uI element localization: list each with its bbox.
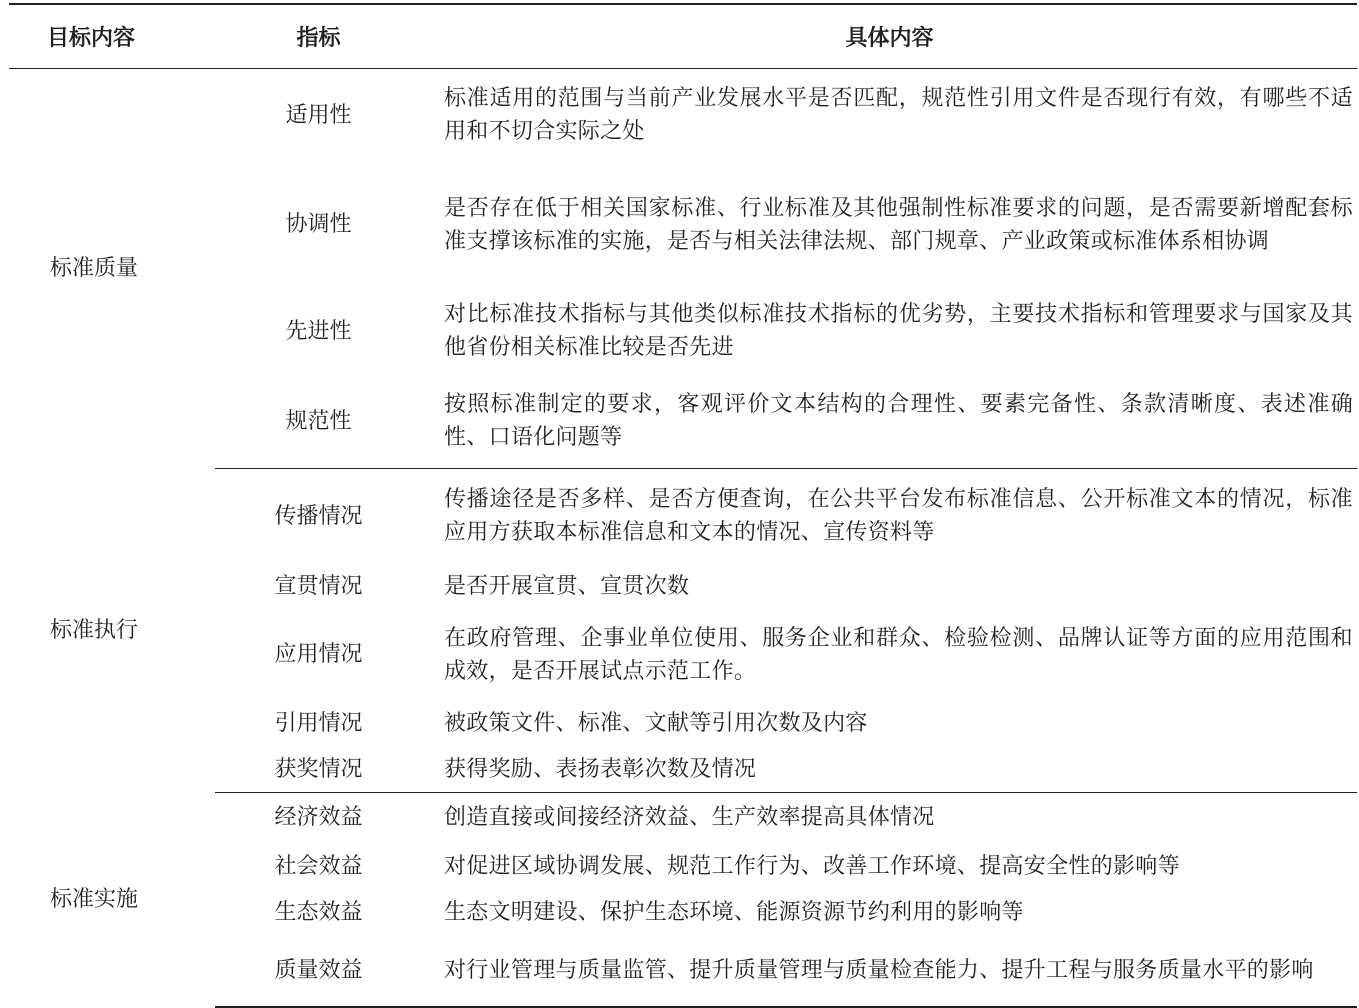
table-header [9, 4, 1357, 69]
indicator-cell: 生态效益 [274, 900, 363, 925]
content-cell: 是否存在低于相关国家标准、行业标准及其他强制性标准要求的问题，是否需要新增配套标准支撑该标准的实施，是否与相关法律法规、部门规章、产业政策或标准体系相协调 [444, 195, 1353, 254]
content-cell: 在政府管理、企事业单位使用、服务企业和群众、检验检测、品牌认证等方面的应用范围和成效，是否开展试点示范工作。 [444, 625, 1353, 684]
indicator-cell: 先进性 [285, 318, 352, 344]
content-cell: 创造直接或间接经济效益、生产效率提高具体情况 [444, 805, 935, 831]
indicator-cell: 获奖情况 [215, 747, 422, 793]
content-cell: 获得奖励、表扬表彰次数及情况 [422, 747, 1357, 793]
evaluation-table [9, 3, 1357, 1008]
indicator-cell: 社会效益 [274, 853, 363, 879]
content-cell: 对促进区域协调发展、规范工作行为、改善工作环境、提高安全性的影响等 [444, 853, 1180, 879]
content-cell: 按照标准制定的要求，客观评价文本结构的合理性、要素完备性、条款清晰度、表述准确性、口语化问题等 [422, 375, 1357, 469]
header-row [9, 4, 1357, 69]
content-cell: 传播途径是否多样、是否方便查询，在公共平台发布标准信息、公开标准文本的情况，标准应用方获取本标准信息和文本的情况、宣传资料等 [444, 487, 1353, 546]
table-row [9, 69, 1357, 162]
indicator-cell: 经济效益 [274, 805, 363, 831]
content-cell: 生态文明建设、保护生态环境、能源资源节约利用的影响等 [444, 900, 1024, 925]
indicator-cell: 引用情况 [274, 711, 363, 736]
content-cell: 对行业管理与质量监管、提升质量管理与质量检查能力、提升工程与服务质量水平的影响 [422, 936, 1357, 1007]
indicator-cell: 传播情况 [274, 503, 363, 529]
header-goal: 目标内容 [9, 4, 215, 69]
content-cell: 是否开展宣贯、宣贯次数 [444, 573, 690, 599]
header-content: 具体内容 [422, 4, 1357, 69]
indicator-cell: 协调性 [285, 212, 352, 237]
table-row [9, 469, 1357, 564]
indicator-cell: 适用性 [285, 102, 352, 128]
indicator-cell: 宣贯情况 [274, 573, 363, 599]
content-cell: 被政策文件、标准、文献等引用次数及内容 [444, 711, 868, 736]
goal-cell: 标准执行 [50, 618, 139, 643]
content-cell: 标准适用的范围与当前产业发展水平是否匹配，规范性引用文件是否现行有效，有哪些不适用和不切合实际之处 [444, 86, 1353, 145]
header-indicator: 指标 [215, 4, 422, 69]
indicator-cell: 质量效益 [215, 936, 422, 1007]
table-body [9, 69, 1357, 1007]
table-row [9, 793, 1357, 843]
goal-cell: 标准实施 [50, 887, 139, 912]
content-cell: 对比标准技术指标与其他类似标准技术指标的优劣势，主要技术指标和管理要求与国家及其他省份相关标准比较是否先进 [444, 302, 1353, 360]
goal-cell: 标准质量 [50, 256, 139, 282]
indicator-cell: 规范性 [215, 375, 422, 469]
indicator-cell: 应用情况 [274, 642, 363, 667]
